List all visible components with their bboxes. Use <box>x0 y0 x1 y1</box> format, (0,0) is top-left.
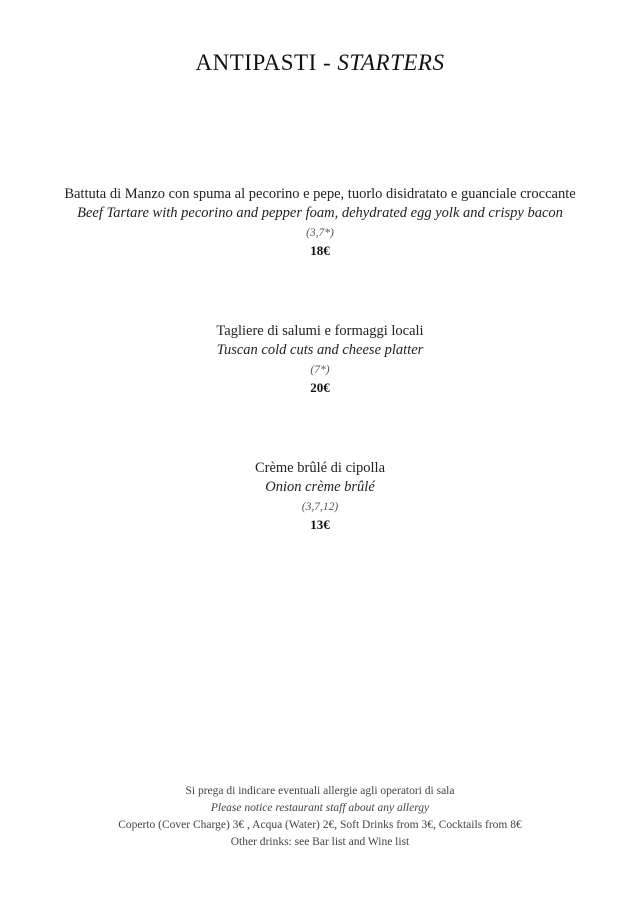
dish-name-english: Onion crème brûlé <box>265 479 375 495</box>
dish-name-italian: Crème brûlé di cipolla <box>254 460 386 476</box>
dish-name-italian: Battuta di Manzo con spuma al pecorino e pepe, tuorlo disidratato e guanciale croccante <box>64 186 576 202</box>
title-italic: STARTERS <box>337 50 445 75</box>
dish-price: 18€ <box>310 243 330 258</box>
page-title <box>0 50 640 76</box>
menu-footer <box>0 783 640 851</box>
charges-info: Coperto (Cover Charge) 3€ , Acqua (Water) 2€, Soft Drinks from 3€, Cocktails from 8€ <box>118 819 522 831</box>
dish-name-english: Beef Tartare with pecorino and pepper foam, dehydrated egg yolk and crispy bacon <box>77 205 563 221</box>
dish-price: 20€ <box>310 380 330 395</box>
menu-item <box>0 322 640 397</box>
title-main: ANTIPASTI - <box>195 50 338 75</box>
menu-item <box>0 459 640 534</box>
dish-allergens: (3,7*) <box>306 227 334 239</box>
allergy-notice-english: Please notice restaurant staff about any allergy <box>210 802 430 814</box>
other-drinks-info: Other drinks: see Bar list and Wine list <box>230 836 410 848</box>
dish-name-italian: Tagliere di salumi e formaggi locali <box>216 323 424 339</box>
dish-allergens: (3,7,12) <box>301 501 339 513</box>
dish-allergens: (7*) <box>310 364 330 376</box>
dish-price: 13€ <box>310 517 330 532</box>
dish-name-english: Tuscan cold cuts and cheese platter <box>216 342 424 358</box>
allergy-notice-italian: Si prega di indicare eventuali allergie agli operatori di sala <box>185 785 455 797</box>
menu-item <box>0 185 640 260</box>
